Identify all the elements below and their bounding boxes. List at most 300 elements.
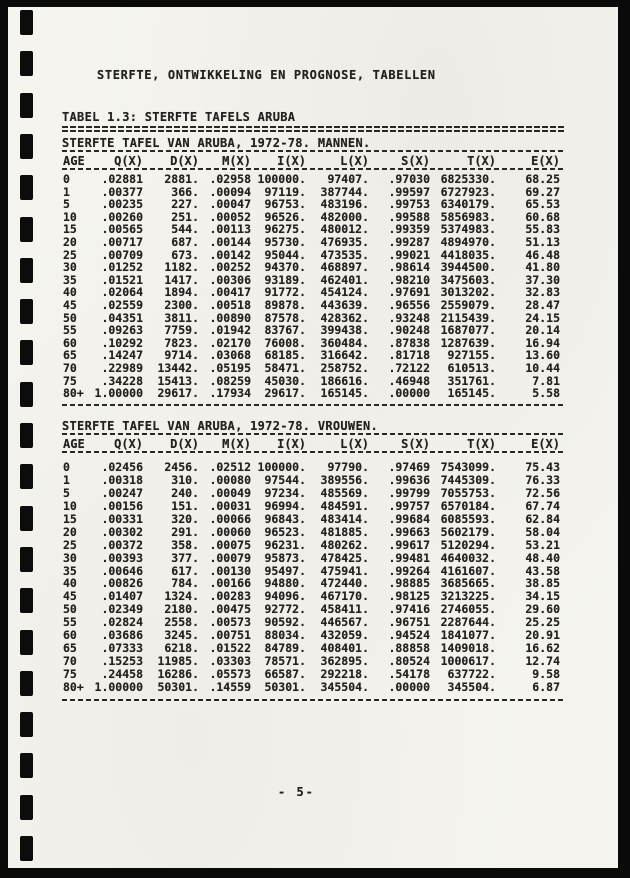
rule xyxy=(62,150,566,152)
table-cell: 78571. xyxy=(264,654,306,669)
rule xyxy=(62,404,566,406)
table-cell: 3013202. xyxy=(440,285,496,300)
table-cell: 5 xyxy=(63,485,70,500)
table-cell: 485569. xyxy=(320,485,369,500)
table-cell: 462401. xyxy=(320,272,369,287)
table-cell: .99684 xyxy=(388,511,430,526)
table-cell: 75.43 xyxy=(525,460,560,474)
table-cell: 6727923. xyxy=(440,184,496,199)
table-cell: .24458 xyxy=(101,667,143,681)
table-cell: 316642. xyxy=(320,348,369,363)
table-cell: 38.85 xyxy=(525,576,560,591)
table-cell: .00826 xyxy=(101,576,143,591)
binding-hole xyxy=(20,340,33,365)
rule xyxy=(62,699,566,701)
table-cell: 482000. xyxy=(320,209,369,224)
table-cell: .00166 xyxy=(209,576,251,591)
table-women-title: STERFTE TAFEL VAN ARUBA, 1972-78. VROUWEN. xyxy=(62,419,379,433)
table-cell: 97234. xyxy=(264,485,306,500)
table-cell: 13442. xyxy=(157,360,199,375)
table-cell: 41.80 xyxy=(525,260,560,275)
table-cell: 15 xyxy=(63,222,77,237)
table-cell: 687. xyxy=(171,234,199,249)
table-cell: .02170 xyxy=(209,335,251,350)
table-cell: 45030. xyxy=(264,373,306,388)
table-cell: .02512 xyxy=(209,460,251,474)
table-cell: 1182. xyxy=(164,260,199,275)
table-cell: .00475 xyxy=(209,602,251,617)
table-cell: 20.14 xyxy=(525,323,560,338)
table-cell: 432059. xyxy=(320,628,369,643)
table-cell: 91772. xyxy=(264,285,306,300)
table-cell: .96556 xyxy=(388,297,430,312)
table-cell: 673. xyxy=(171,247,199,262)
table-cell: .99481 xyxy=(388,550,430,565)
table-cell: 84789. xyxy=(264,641,306,656)
table-cell: .98125 xyxy=(388,589,430,604)
table-cell: 50 xyxy=(63,602,77,617)
table-women-header xyxy=(62,438,560,450)
table-cell: 5 xyxy=(63,197,70,212)
table-cell: 377. xyxy=(171,550,199,565)
table-cell: 3944500. xyxy=(440,260,496,275)
table-cell: 151. xyxy=(171,498,199,513)
column-header: D(X) xyxy=(170,154,199,168)
table-row xyxy=(62,681,560,694)
table-cell: 6340179. xyxy=(440,197,496,212)
table-cell: 2300. xyxy=(164,297,199,312)
table-cell: 20 xyxy=(63,234,77,249)
table-cell: 1324. xyxy=(164,589,199,604)
table-cell: 100000. xyxy=(257,172,306,186)
table-cell: 95730. xyxy=(264,234,306,249)
table-cell: 310. xyxy=(171,472,199,487)
table-cell: .00890 xyxy=(209,310,251,325)
table-cell: 58.04 xyxy=(525,524,560,539)
table-cell: .00565 xyxy=(101,222,143,237)
binding-hole xyxy=(20,93,33,118)
table-cell: 472440. xyxy=(320,576,369,591)
table-cell: .00372 xyxy=(101,537,143,552)
binding-hole xyxy=(20,671,33,696)
table-cell: .00094 xyxy=(209,184,251,199)
table-cell: .99663 xyxy=(388,524,430,539)
table-cell: 96231. xyxy=(264,537,306,552)
table-cell: 25 xyxy=(63,247,77,262)
table-cell: 291. xyxy=(171,524,199,539)
table-men-rows xyxy=(62,173,560,400)
table-cell: 1.00000 xyxy=(94,386,143,401)
table-cell: .99359 xyxy=(388,222,430,237)
table-cell: 28.47 xyxy=(525,297,560,312)
table-cell: .00031 xyxy=(209,498,251,513)
table-row xyxy=(62,539,560,552)
table-cell: .00080 xyxy=(209,472,251,487)
table-cell: .00283 xyxy=(209,589,251,604)
table-cell: 66587. xyxy=(264,667,306,681)
table-cell: 60 xyxy=(63,335,77,350)
table-row xyxy=(62,487,560,500)
table-cell: 16.62 xyxy=(525,641,560,656)
table-cell: 55 xyxy=(63,615,77,630)
table-cell: 95044. xyxy=(264,247,306,262)
table-cell: 6085593. xyxy=(440,511,496,526)
table-cell: 387744. xyxy=(320,184,369,199)
table-cell: 446567. xyxy=(320,615,369,630)
table-cell: .00302 xyxy=(101,524,143,539)
table-cell: 20 xyxy=(63,524,77,539)
table-cell: 25 xyxy=(63,537,77,552)
table-cell: 69.27 xyxy=(525,184,560,199)
table-cell: .99753 xyxy=(388,197,430,212)
table-cell: .00130 xyxy=(209,563,251,578)
table-cell: 24.15 xyxy=(525,310,560,325)
column-header: AGE xyxy=(63,437,85,451)
table-cell: 50301. xyxy=(264,679,306,694)
table-cell: 428362. xyxy=(320,310,369,325)
binding-hole xyxy=(20,588,33,613)
table-cell: 7823. xyxy=(164,335,199,350)
table-cell: .01522 xyxy=(209,641,251,656)
table-cell: .00331 xyxy=(101,511,143,526)
table-cell: 96523. xyxy=(264,524,306,539)
table-cell: 617. xyxy=(171,563,199,578)
table-cell: .08259 xyxy=(209,373,251,388)
column-header: I(X) xyxy=(277,154,306,168)
binding-hole xyxy=(20,134,33,159)
table-cell: .00247 xyxy=(101,485,143,500)
table-cell: 40 xyxy=(63,576,77,591)
table-cell: .00751 xyxy=(209,628,251,643)
table-cell: .02064 xyxy=(101,285,143,300)
table-cell: 4894970. xyxy=(440,234,496,249)
table-cell: 67.74 xyxy=(525,498,560,513)
table-cell: .00000 xyxy=(388,386,430,401)
table-cell: .14247 xyxy=(101,348,143,363)
table-cell: .99597 xyxy=(388,184,430,199)
table-cell: .00646 xyxy=(101,563,143,578)
table-cell: 7445309. xyxy=(440,472,496,487)
table-cell: .02881 xyxy=(101,172,143,186)
table-cell: 0 xyxy=(63,460,70,474)
table-cell: 29.60 xyxy=(525,602,560,617)
table-cell: 75 xyxy=(63,667,77,681)
table-row xyxy=(62,173,560,186)
table-cell: .81718 xyxy=(388,348,430,363)
table-cell: 320. xyxy=(171,511,199,526)
table-cell: 40 xyxy=(63,285,77,300)
table-cell: 96275. xyxy=(264,222,306,237)
table-cell: 55 xyxy=(63,323,77,338)
table-cell: .05195 xyxy=(209,360,251,375)
table-cell: 10 xyxy=(63,209,77,224)
table-cell: .01521 xyxy=(101,272,143,287)
table-cell: 20.91 xyxy=(525,628,560,643)
table-row xyxy=(62,198,560,211)
table-cell: .00393 xyxy=(101,550,143,565)
table-cell: 458411. xyxy=(320,602,369,617)
table-cell: 9714. xyxy=(164,348,199,363)
table-cell: 637722. xyxy=(447,667,496,681)
table-row xyxy=(62,461,560,474)
double-rule xyxy=(62,126,566,132)
table-cell: 2287644. xyxy=(440,615,496,630)
table-cell: 1409018. xyxy=(440,641,496,656)
table-cell: 65.53 xyxy=(525,197,560,212)
rule xyxy=(62,168,566,170)
table-row xyxy=(62,474,560,487)
binding-hole xyxy=(20,258,33,283)
table-cell: 351761. xyxy=(447,373,496,388)
table-cell: .00235 xyxy=(101,197,143,212)
table-cell: .00156 xyxy=(101,498,143,513)
table-cell: 97544. xyxy=(264,472,306,487)
table-row xyxy=(62,387,560,400)
table-cell: .00318 xyxy=(101,472,143,487)
table-cell: 70 xyxy=(63,654,77,669)
table-cell: .02559 xyxy=(101,297,143,312)
table-cell: 89878. xyxy=(264,297,306,312)
table-cell: 68.25 xyxy=(525,172,560,186)
table-cell: 83767. xyxy=(264,323,306,338)
table-cell: 468897. xyxy=(320,260,369,275)
table-cell: .00518 xyxy=(209,297,251,312)
table-cell: 92772. xyxy=(264,602,306,617)
table-cell: .00717 xyxy=(101,234,143,249)
table-cell: 3213225. xyxy=(440,589,496,604)
table-cell: 165145. xyxy=(320,386,369,401)
binding-hole xyxy=(20,423,33,448)
table-cell: 3685665. xyxy=(440,576,496,591)
table-cell: .98614 xyxy=(388,260,430,275)
table-cell: .00417 xyxy=(209,285,251,300)
table-cell: .00052 xyxy=(209,209,251,224)
table-cell: .00000 xyxy=(388,679,430,694)
column-header: E(X) xyxy=(531,437,560,451)
table-row xyxy=(62,552,560,565)
table-cell: .01942 xyxy=(209,323,251,338)
table-cell: .99287 xyxy=(388,234,430,249)
table-cell: .00047 xyxy=(209,197,251,212)
column-header: M(X) xyxy=(222,154,251,168)
table-cell: 46.48 xyxy=(525,247,560,262)
table-cell: 1287639. xyxy=(440,335,496,350)
table-cell: 227. xyxy=(171,197,199,212)
table-cell: 3245. xyxy=(164,628,199,643)
binding-hole xyxy=(20,795,33,820)
table-cell: 292218. xyxy=(320,667,369,681)
table-cell: 1.00000 xyxy=(94,679,143,694)
table-cell: 454124. xyxy=(320,285,369,300)
table-cell: 43.58 xyxy=(525,563,560,578)
table-cell: .00377 xyxy=(101,184,143,199)
table-cell: .99636 xyxy=(388,472,430,487)
binding-hole xyxy=(20,547,33,572)
binding-hole xyxy=(20,753,33,778)
table-women-rows xyxy=(62,461,560,694)
table-cell: .88858 xyxy=(388,641,430,656)
table-cell: .97030 xyxy=(388,172,430,186)
table-cell: .87838 xyxy=(388,335,430,350)
table-cell: 1894. xyxy=(164,285,199,300)
table-cell: .00573 xyxy=(209,615,251,630)
binding-hole xyxy=(20,464,33,489)
table-cell: .02349 xyxy=(101,602,143,617)
table-cell: 610513. xyxy=(447,360,496,375)
table-cell: .97416 xyxy=(388,602,430,617)
table-cell: 258752. xyxy=(320,360,369,375)
table-cell: 58471. xyxy=(264,360,306,375)
table-cell: 32.83 xyxy=(525,285,560,300)
table-cell: .90248 xyxy=(388,323,430,338)
table-cell: 2558. xyxy=(164,615,199,630)
table-cell: 35 xyxy=(63,272,77,287)
table-cell: .00142 xyxy=(209,247,251,262)
table-cell: 4418035. xyxy=(440,247,496,262)
table-cell: 2180. xyxy=(164,602,199,617)
table-cell: 345504. xyxy=(320,679,369,694)
rule xyxy=(62,433,566,435)
table-cell: 65 xyxy=(63,641,77,656)
table-cell: .00113 xyxy=(209,222,251,237)
table-cell: 784. xyxy=(171,576,199,591)
table-cell: 16.94 xyxy=(525,335,560,350)
table-cell: 6218. xyxy=(164,641,199,656)
table-cell: 483196. xyxy=(320,197,369,212)
table-cell: .99588 xyxy=(388,209,430,224)
table-cell: 5.58 xyxy=(532,386,560,401)
table-cell: .00252 xyxy=(209,260,251,275)
table-cell: .99799 xyxy=(388,485,430,500)
binding-hole xyxy=(20,217,33,242)
table-cell: .14559 xyxy=(209,679,251,694)
table-cell: 72.56 xyxy=(525,485,560,500)
table-cell: 65 xyxy=(63,348,77,363)
rule xyxy=(62,451,566,453)
table-cell: 467170. xyxy=(320,589,369,604)
table-cell: .01407 xyxy=(101,589,143,604)
table-cell: 96994. xyxy=(264,498,306,513)
table-cell: 240. xyxy=(171,485,199,500)
table-row xyxy=(62,261,560,274)
table-cell: 76.33 xyxy=(525,472,560,487)
table-cell: .00306 xyxy=(209,272,251,287)
table-cell: 76008. xyxy=(264,335,306,350)
table-cell: .46948 xyxy=(388,373,430,388)
table-cell: 345504. xyxy=(447,679,496,694)
table-cell: 30 xyxy=(63,260,77,275)
column-header: Q(X) xyxy=(114,437,143,451)
table-cell: 165145. xyxy=(447,386,496,401)
table-cell: 90592. xyxy=(264,615,306,630)
table-cell: .10292 xyxy=(101,335,143,350)
table-cell: 29617. xyxy=(157,386,199,401)
table-cell: 2881. xyxy=(164,172,199,186)
table-cell: 1000617. xyxy=(440,654,496,669)
table-cell: 34.15 xyxy=(525,589,560,604)
table-row xyxy=(62,236,560,249)
table-cell: 48.40 xyxy=(525,550,560,565)
table-cell: 483414. xyxy=(320,511,369,526)
column-header: T(X) xyxy=(467,154,496,168)
table-cell: 11985. xyxy=(157,654,199,669)
table-cell: 443639. xyxy=(320,297,369,312)
table-cell: 53.21 xyxy=(525,537,560,552)
table-cell: 408401. xyxy=(320,641,369,656)
table-cell: 480262. xyxy=(320,537,369,552)
table-row xyxy=(62,362,560,375)
table-cell: .00079 xyxy=(209,550,251,565)
table-cell: 544. xyxy=(171,222,199,237)
table-cell: .99757 xyxy=(388,498,430,513)
column-header: L(X) xyxy=(340,437,369,451)
table-cell: 5602179. xyxy=(440,524,496,539)
table-cell: 97119. xyxy=(264,184,306,199)
table-cell: 12.74 xyxy=(525,654,560,669)
table-cell: 15413. xyxy=(157,373,199,388)
table-row xyxy=(62,500,560,513)
table-cell: 7.81 xyxy=(532,373,560,388)
table-cell: 29617. xyxy=(264,386,306,401)
table-cell: .00144 xyxy=(209,234,251,249)
table-cell: 30 xyxy=(63,550,77,565)
table-cell: 68185. xyxy=(264,348,306,363)
table-cell: 70 xyxy=(63,360,77,375)
table-cell: .72122 xyxy=(388,360,430,375)
table-cell: 95497. xyxy=(264,563,306,578)
table-cell: 358. xyxy=(171,537,199,552)
table-cell: 5120294. xyxy=(440,537,496,552)
table-cell: 75 xyxy=(63,373,77,388)
table-cell: 927155. xyxy=(447,348,496,363)
table-cell: 87578. xyxy=(264,310,306,325)
table-cell: 16286. xyxy=(157,667,199,681)
table-cell: 80+ xyxy=(63,386,84,401)
table-cell: .09263 xyxy=(101,323,143,338)
table-cell: 484591. xyxy=(320,498,369,513)
table-cell: .00260 xyxy=(101,209,143,224)
table-cell: .93248 xyxy=(388,310,430,325)
table-cell: 60 xyxy=(63,628,77,643)
table-cell: 362895. xyxy=(320,654,369,669)
table-cell: .34228 xyxy=(101,373,143,388)
table-cell: 60.68 xyxy=(525,209,560,224)
table-cell: 7543099. xyxy=(440,460,496,474)
table-cell: .07333 xyxy=(101,641,143,656)
table-cell: 45 xyxy=(63,297,77,312)
table-cell: .00709 xyxy=(101,247,143,262)
table-cell: 50 xyxy=(63,310,77,325)
table-cell: 80+ xyxy=(63,679,84,694)
table-cell: .02824 xyxy=(101,615,143,630)
table-cell: 10.44 xyxy=(525,360,560,375)
table-cell: 96843. xyxy=(264,511,306,526)
table-cell: 2559079. xyxy=(440,297,496,312)
table-cell: 100000. xyxy=(257,460,306,474)
table-cell: .17934 xyxy=(209,386,251,401)
table-cell: 478425. xyxy=(320,550,369,565)
column-header: AGE xyxy=(63,154,85,168)
table-cell: 5374983. xyxy=(440,222,496,237)
table-cell: 7759. xyxy=(164,323,199,338)
table-cell: 5856983. xyxy=(440,209,496,224)
table-cell: .97469 xyxy=(388,460,430,474)
table-cell: .98885 xyxy=(388,576,430,591)
table-cell: 97407. xyxy=(327,172,369,186)
table-men-title: STERFTE TAFEL VAN ARUBA, 1972-78. MANNEN. xyxy=(62,136,371,150)
table-cell: .94524 xyxy=(388,628,430,643)
table-cell: 366. xyxy=(171,184,199,199)
